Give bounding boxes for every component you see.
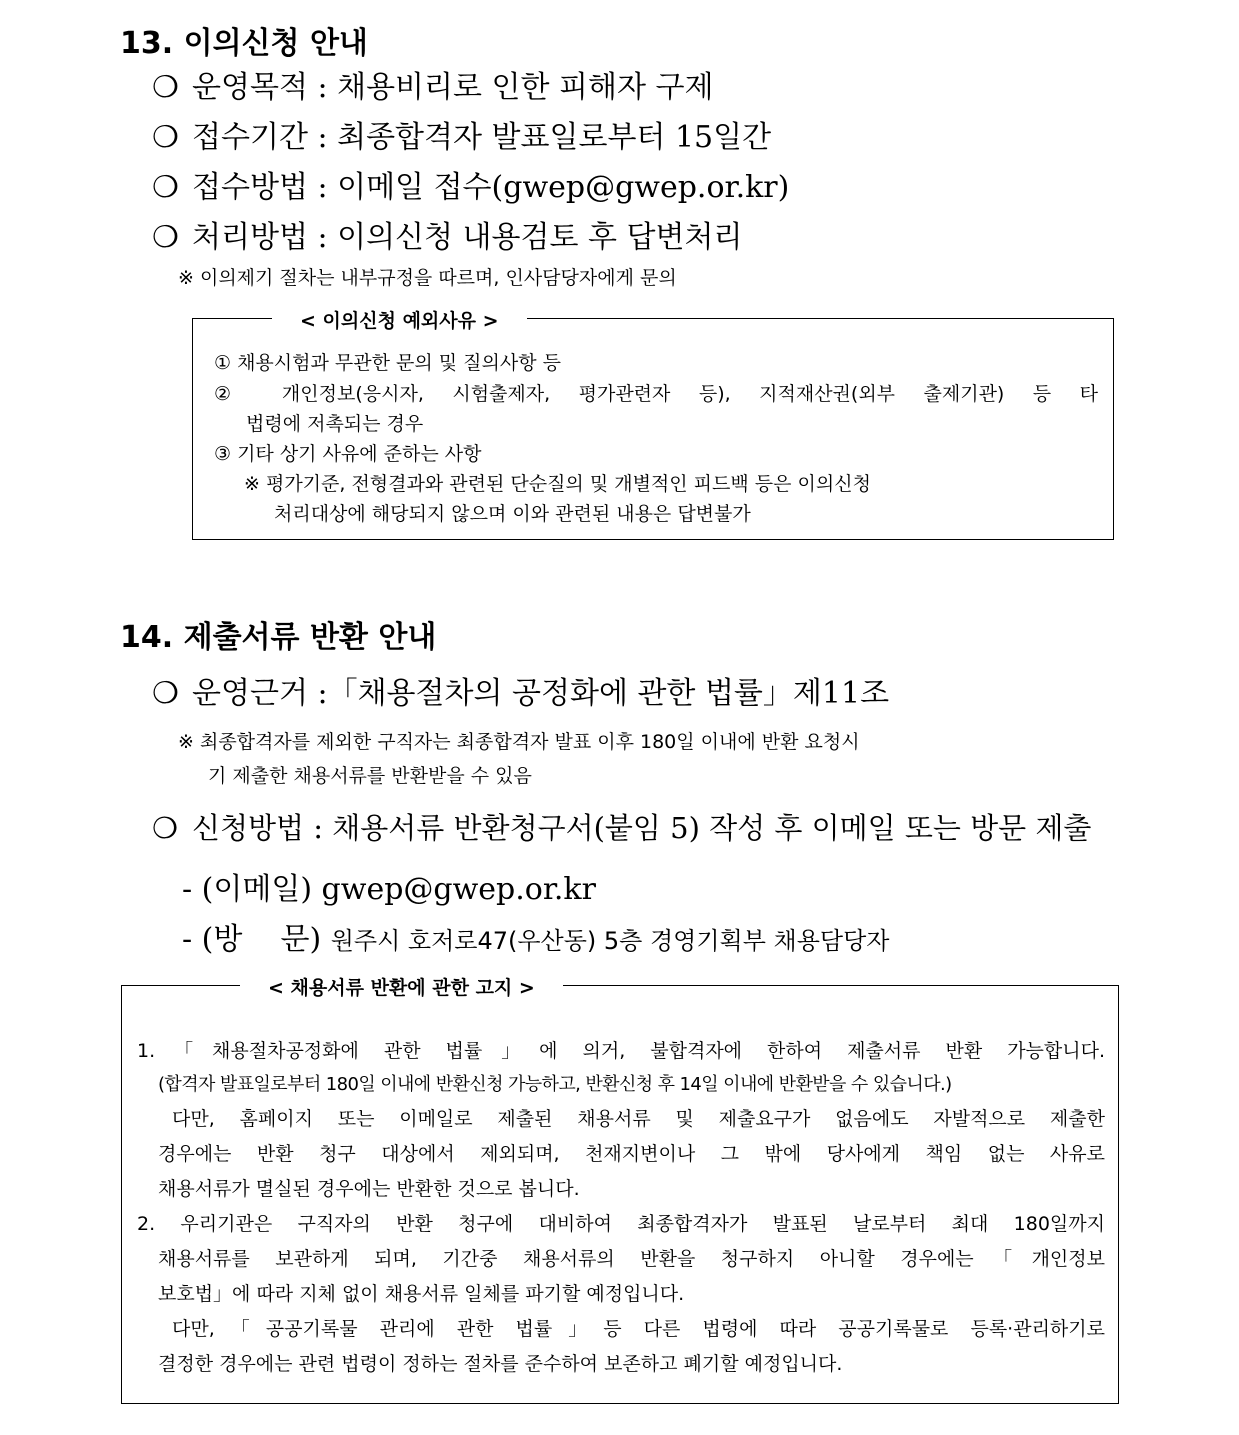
bullet-circle-icon: ❍ xyxy=(152,676,179,711)
sec14-item-basis: ❍ 운영근거 :「채용절차의 공정화에 관한 법률」제11조 xyxy=(152,676,890,711)
sec13-item-purpose: ❍ 운영목적 : 채용비리로 인한 피해자 구제 xyxy=(152,70,714,105)
notice-line-6: 2. 우리기관은 구직자의 반환 청구에 대비하여 최종합격자가 발표된 날로부터 최대 180일까지 xyxy=(137,1213,1105,1235)
sec14-email: - (이메일) gwep@gwep.or.kr xyxy=(182,872,596,907)
sec13-item-process: ❍ 처리방법 : 이의신청 내용검토 후 답변처리 xyxy=(152,220,743,255)
exception-note-cont: 처리대상에 해당되지 않으며 이와 관련된 내용은 답변불가 xyxy=(274,503,751,525)
notice-line-10: 결정한 경우에는 관련 법령이 정하는 절차를 준수하여 보존하고 폐기할 예정입니다. xyxy=(158,1353,843,1375)
bullet-circle-icon: ❍ xyxy=(152,170,179,205)
sec13-item-method: ❍ 접수방법 : 이메일 접수(gwep@gwep.or.kr) xyxy=(152,170,790,205)
bullet-circle-icon: ❍ xyxy=(152,70,179,105)
sec14-note-line-1: ※ 최종합격자를 제외한 구직자는 최종합격자 발표 이후 180일 이내에 반환 요청시 xyxy=(178,731,860,753)
notice-line-1: 1.「채용절차공정화에 관한 법률」에 의거, 불합격자에 한하여 제출서류 반환 가능합니다. xyxy=(137,1040,1105,1062)
sec14-item-method: ❍ 신청방법 : 채용서류 반환청구서(붙임 5) 작성 후 이메일 또는 방문 제출 xyxy=(152,811,1092,845)
notice-line-3: 다만, 홈페이지 또는 이메일로 제출된 채용서류 및 제출요구가 없음에도 자발적으로 제출한 xyxy=(172,1108,1105,1130)
exception-line-1: ① 채용시험과 무관한 문의 및 질의사항 등 xyxy=(214,352,561,374)
bullet-circle-icon: ❍ xyxy=(152,120,179,155)
notice-line-8: 보호법」에 따라 지체 없이 채용서류 일체를 파기할 예정입니다. xyxy=(158,1283,685,1305)
bullet-circle-icon: ❍ xyxy=(152,811,178,845)
sec14-visit-text: 원주시 호저로47(우산동) 5층 경영기획부 채용담당자 xyxy=(330,927,890,955)
exception-note: ※ 평가기준, 전형결과와 관련된 단순질의 및 개별적인 피드백 등은 이의신청 xyxy=(244,473,871,495)
section-14-heading: 14. 제출서류 반환 안내 xyxy=(120,620,437,655)
notice-line-4: 경우에는 반환 청구 대상에서 제외되며, 천재지변이나 그 밖에 당사에게 책임 없는 사유로 xyxy=(158,1143,1105,1165)
notice-line-7: 채용서류를 보관하게 되며, 기간중 채용서류의 반환을 청구하지 아니할 경우에는「개인정보 xyxy=(158,1248,1105,1270)
exception-box-title: < 이의신청 예외사유 > xyxy=(272,306,527,333)
sec13-item-period: ❍ 접수기간 : 최종합격자 발표일로부터 15일간 xyxy=(152,120,772,155)
exception-line-2-cont: 법령에 저촉되는 경우 xyxy=(246,413,424,435)
bullet-circle-icon: ❍ xyxy=(152,220,179,255)
notice-line-5: 채용서류가 멸실된 경우에는 반환한 것으로 봅니다. xyxy=(158,1178,580,1200)
sec13-note: ※ 이의제기 절차는 내부규정을 따르며, 인사담당자에게 문의 xyxy=(178,267,677,289)
section-13-heading: 13. 이의신청 안내 xyxy=(120,26,368,61)
sec14-visit-label: - (방 문) xyxy=(182,922,322,957)
notice-line-2: (합격자 발표일로부터 180일 이내에 반환신청 가능하고, 반환신청 후 14일 이내에 반환받을 수 있습니다.) xyxy=(158,1074,952,1095)
sec14-visit xyxy=(182,914,889,958)
return-notice-box-title: < 채용서류 반환에 관한 고지 > xyxy=(240,973,563,1000)
sec14-note-line-2: 기 제출한 채용서류를 반환받을 수 있음 xyxy=(208,765,532,787)
exception-line-3: ③ 기타 상기 사유에 준하는 사항 xyxy=(214,443,482,465)
notice-line-9: 다만,「공공기록물 관리에 관한 법률」등 다른 법령에 따라 공공기록물로 등록·관리하기로 xyxy=(172,1318,1105,1340)
exception-line-2: ② 개인정보(응시자, 시험출제자, 평가관련자 등), 지적재산권(외부 출제기관) 등 타 xyxy=(214,383,1098,405)
